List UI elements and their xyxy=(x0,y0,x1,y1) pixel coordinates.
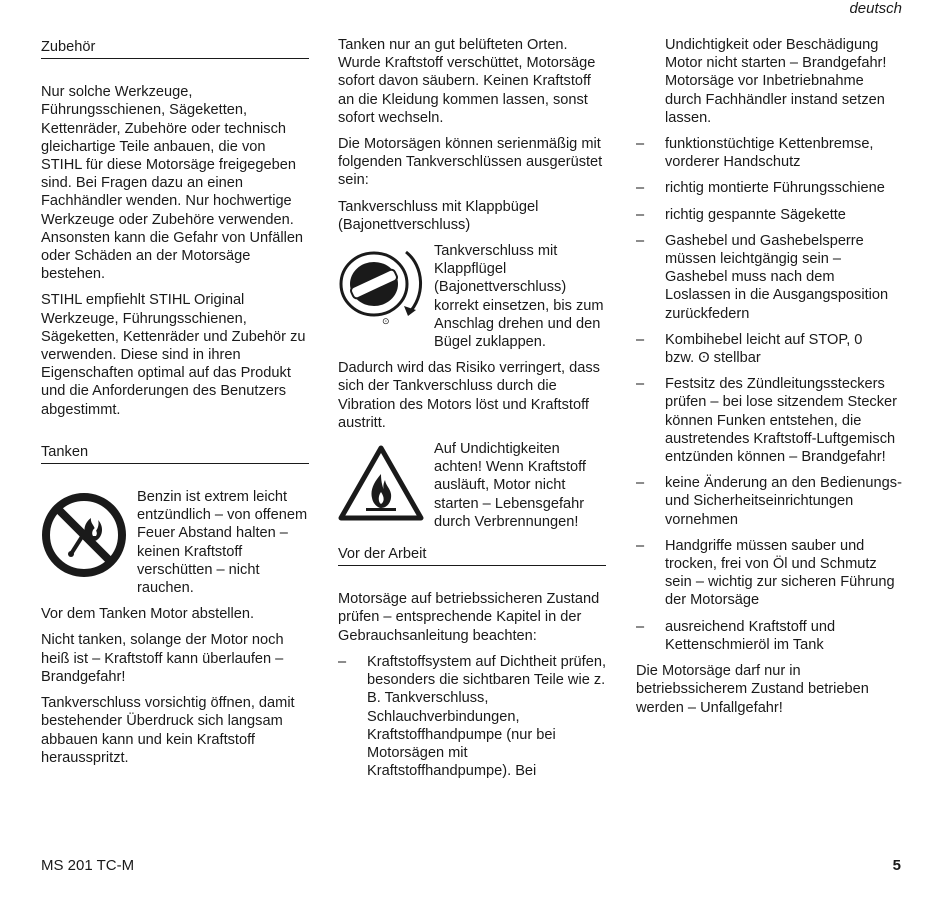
stop-label: STOP xyxy=(808,331,847,348)
list-item xyxy=(636,537,902,610)
final-text: Die Motorsäge darf nur in betriebssicherem Zustand betrieben werden – xyxy=(636,663,869,716)
zubehoer-paragraph-1: Nur solche Werkzeuge, Führungsschienen, Sägeketten, Kettenräder, Zubehöre oder technisch gleichartige Teile anbauen, die von STIHL für diese Motorsäge freigegeben sind. Bei Fragen dazu an einen Fachhändler wenden. Nur hochwertige Werkzeuge oder Zubehöre verwenden. Ansonsten kann die Gefahr von Unfällen oder Schäden an der Motorsäge bestehen. xyxy=(41,84,304,283)
list-item-text: ausreichend Kraftstoff und Kettenschmieröl im Tank xyxy=(665,618,836,653)
list-item-text: richtig gespannte Sägekette xyxy=(665,206,846,223)
list-item-text: Handgriffe müssen sauber und trocken, frei von Öl und Schmutz sein – wichtig zur sicheren Führung der Motorsäge xyxy=(665,537,895,609)
list-item xyxy=(636,474,902,529)
list-item-text: richtig montierte Führungsschiene xyxy=(665,180,885,197)
list-item-text: Kombihebel leicht auf xyxy=(665,331,809,348)
list-dash: – xyxy=(636,136,645,153)
column-right xyxy=(636,36,902,725)
list-item xyxy=(636,179,902,197)
zubehoer-paragraph-2: STIHL empfiehlt STIHL Original Werkzeuge, Führungsschienen, Sägeketten, Kettenräder und Zubehör zu verwenden. Diese sind in ihren Eigenschaften optimal auf das Produkt und die Anforderungen des Benutzers abgestimmt. xyxy=(41,292,306,418)
list-item-text: , xyxy=(846,331,855,348)
no-open-fire-icon xyxy=(41,488,137,597)
list-dash: – xyxy=(636,376,645,393)
list-item-text: stellbar xyxy=(709,350,761,367)
section-title-zubehoer: Zubehör xyxy=(41,38,309,59)
zero-label: 0 xyxy=(854,331,863,348)
list-dash: – xyxy=(636,232,645,249)
flammable-warning-icon xyxy=(338,440,434,531)
tanken-paragraph-2 xyxy=(41,631,309,686)
tank-cap-icon xyxy=(338,242,434,351)
tanken-paragraph-3: Tankverschluss vorsichtig öffnen, damit bestehender Überdruck sich langsam abbauen kann und kein Kraftstoff herausspritzt. xyxy=(41,695,295,766)
off-symbol-icon: ʘ xyxy=(698,350,710,367)
column-left xyxy=(41,36,309,775)
unfallgefahr-warning: Unfallgefahr! xyxy=(700,699,783,716)
leak-warning-block xyxy=(338,440,606,531)
continued-text-1: Undichtigkeit oder Beschädigung Motor nicht starten – xyxy=(665,37,879,72)
svg-text:⊙: ⊙ xyxy=(382,317,390,328)
list-item-text: bzw. xyxy=(665,350,699,367)
checklist-middle xyxy=(338,653,606,780)
benzin-warning-text xyxy=(137,488,309,597)
page-number: 5 xyxy=(892,857,901,874)
section-title-vor-der-arbeit: Vor der Arbeit xyxy=(338,545,606,566)
ventilation-paragraph: Tanken nur an gut belüfteten Orten. Wurde Kraftstoff verschüttet, Motorsäge sofort davon säubern. Keinen Kraftstoff an die Kleidung kommen lassen, sonst sofort wechseln. xyxy=(338,37,596,126)
list-dash: – xyxy=(636,331,645,348)
continued-list-text xyxy=(636,36,902,127)
tank-cap-block xyxy=(338,242,606,351)
list-item xyxy=(636,206,902,224)
tank-caps-paragraph: Die Motorsägen können serienmäßig mit folgenden Tankverschlüssen ausgerüstet sein: xyxy=(338,136,603,189)
leak-warning-emphasis: Lebensgefahr durch Verbrennungen! xyxy=(434,495,585,530)
tanken-paragraph-1: Vor dem Tanken Motor abstellen. xyxy=(41,606,255,623)
no-fire-warning-block xyxy=(41,488,309,597)
section-title-tanken: Tanken xyxy=(41,443,309,464)
checklist-right xyxy=(636,135,902,654)
list-dash: – xyxy=(636,475,645,492)
list-item-text: Gashebel und Gashebelsperre müssen leichtgängig sein – Gashebel muss nach dem Loslassen in die Ausgangsposition zurückfedern xyxy=(665,232,889,322)
brandgefahr-warning: Brandgefahr! xyxy=(801,449,886,466)
tank-cap-subheading: Tankverschluss mit Klappbügel (Bajonettverschluss) xyxy=(338,198,539,233)
list-dash: – xyxy=(636,618,645,635)
benzin-warning-emphasis: Benzin ist extrem leicht entzündlich xyxy=(137,489,288,524)
list-dash: – xyxy=(636,180,645,197)
continued-text-2: Motorsäge vor Inbetriebnahme durch Fachhändler instand setzen lassen. xyxy=(665,73,885,126)
vibration-paragraph: Dadurch wird das Risiko verringert, dass sich der Tankverschluss durch die Vibration des Motors löst und Kraftstoff austritt. xyxy=(338,360,600,431)
final-paragraph xyxy=(636,662,902,717)
brandgefahr-warning: Brandgefahr! xyxy=(41,668,126,685)
tank-cap-instructions: Tankverschluss mit Klappflügel (Bajonettverschluss) korrekt einsetzen, bis zum Anschlag drehen und den Bügel zuklappen. xyxy=(434,243,604,351)
continued-warning: Brandgefahr! xyxy=(802,55,887,72)
list-item xyxy=(636,232,902,323)
list-item xyxy=(636,618,902,654)
list-item-text: Festsitz des Zündleitungssteckers prüfen – bei lose sitzendem Stecker können Funken entstehen, die austretendes Kraftstoff-Luftgemisch entzünden können – xyxy=(665,376,898,466)
benzin-warning-detail: – von offenem Feuer Abstand halten – keinen Kraftstoff verschütten – nicht rauchen. xyxy=(137,507,308,597)
leak-warning-text xyxy=(434,440,606,531)
vor-der-arbeit-paragraph: Motorsäge auf betriebssicheren Zustand prüfen – entsprechende Kapitel in der Gebrauchsanleitung beachten: xyxy=(338,591,600,644)
list-dash: – xyxy=(636,206,645,223)
list-item xyxy=(338,653,606,780)
model-footer: MS 201 TC-M xyxy=(41,857,135,874)
list-item-text: keine Änderung an den Bedienungs- und Sicherheitseinrichtungen vornehmen xyxy=(665,475,902,528)
list-item-text: funktionstüchtige Kettenbremse, vorderer Handschutz xyxy=(665,136,874,171)
leak-warning-detail: Auf Undichtigkeiten achten! Wenn Kraftstoff ausläuft, Motor nicht starten – xyxy=(434,441,586,512)
language-label: deutsch xyxy=(849,0,902,17)
list-item xyxy=(636,135,902,171)
list-dash: – xyxy=(338,653,347,670)
column-middle xyxy=(338,36,606,788)
list-item xyxy=(636,375,902,466)
tanken-paragraph-2-text: Nicht tanken, solange der Motor noch heiß ist – Kraftstoff kann überlaufen – xyxy=(41,632,284,667)
list-dash: – xyxy=(636,537,645,554)
list-item-text: Kraftstoffsystem auf Dichtheit prüfen, besonders die sichtbaren Teile wie z. B. Tankverschluss, Schlauchverbindungen, Kraftstoffhandpumpe (nur bei Motorsägen mit Kraftstoffhandpumpe). Bei xyxy=(367,653,607,780)
list-item xyxy=(636,331,902,367)
